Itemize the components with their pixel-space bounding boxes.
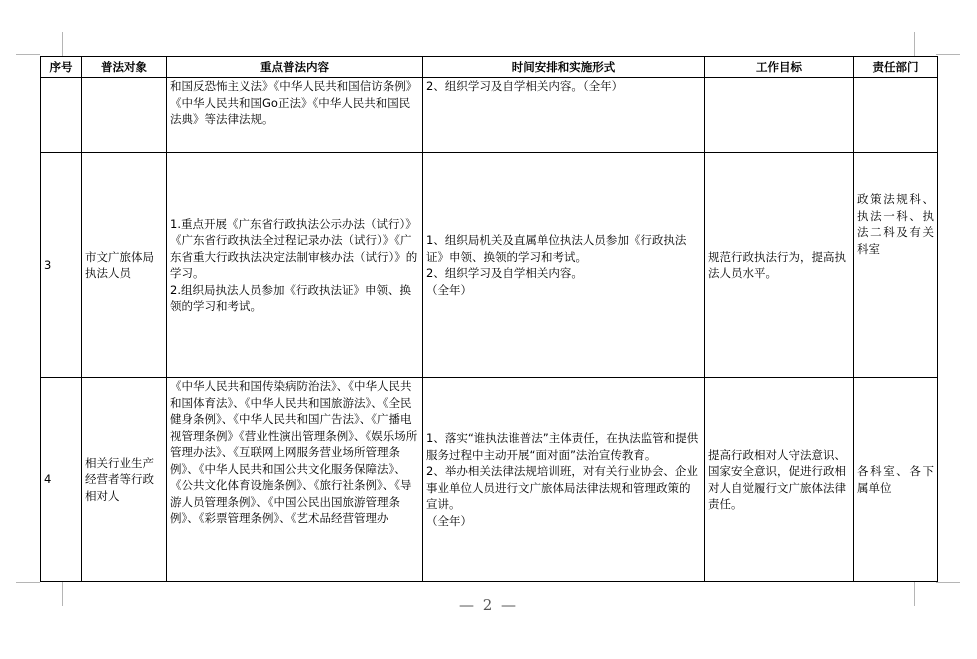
row-department: 政策法规科、执法一科、执法二科及有关科室 [854, 153, 938, 378]
table-row [41, 78, 938, 153]
row-content: 1.重点开展《广东省行政执法公示办法（试行）》《广东省行政执法全过程记录办法（试行）》《广东省重大行政执法决定法制审核办法（试行）》的学习。 2.组织局执法人员参加《行政执法证》申领、换领的学习和考试。 [167, 153, 423, 378]
row-target: 市文广旅体局执法人员 [82, 153, 167, 378]
row-department: 各科室、各下属单位 [854, 378, 938, 582]
header-goal: 工作目标 [705, 57, 854, 78]
row-target: 相关行业生产经营者等行政相对人 [82, 378, 167, 582]
header-department: 责任部门 [854, 57, 938, 78]
row-number: 4 [41, 378, 82, 582]
row-schedule: 1、组织局机关及直属单位执法人员参加《行政执法证》申领、换领的学习和考试。 2、组织学习及自学相关内容。 （全年） [423, 153, 705, 378]
row-target [82, 78, 167, 153]
row-number [41, 78, 82, 153]
header-content: 重点普法内容 [167, 57, 423, 78]
row-goal: 规范行政执法行为，提高执法人员水平。 [705, 153, 854, 378]
table-row [41, 378, 938, 582]
row-content: 和国反恐怖主义法》《中华人民共和国信访条例》《中华人民共和国Go正法》《中华人民共和国民法典》等法律法规。 [167, 78, 423, 153]
table-row [41, 153, 938, 378]
row-schedule: 2、组织学习及自学相关内容。（全年） [423, 78, 705, 153]
row-department [854, 78, 938, 153]
header-number: 序号 [41, 57, 82, 78]
table-header-row [41, 57, 938, 78]
row-schedule: 1、落实“谁执法谁普法”主体责任，在执法监管和提供服务过程中主动开展“面对面”法治宣传教育。 2、举办相关法律法规培训班，对有关行业协会、企业事业单位人员进行文广旅体局法律法规和管理政策的宣讲。 （全年） [423, 378, 705, 582]
row-number: 3 [41, 153, 82, 378]
header-target: 普法对象 [82, 57, 167, 78]
legal-education-plan-table [40, 56, 938, 582]
row-content: 《中华人民共和国传染病防治法》、《中华人民共和国体育法》、《中华人民共和国旅游法》、《全民健身条例》、《中华人民共和国广告法》、《广播电视管理条例》《营业性演出管理条例》、《娱乐场所管理办法》、《互联网上网服务营业场所管理条例》、《中华人民共和国公共文化服务保障法》、《公共文化体育设施条例》、《旅行社条例》、《导游人员管理条例》、《中国公民出国旅游管理条例》、《彩票管理条例》、《艺术品经营管理办 [167, 378, 423, 582]
row-goal [705, 78, 854, 153]
page-number: — 2 — [458, 596, 519, 614]
row-goal: 提高行政相对人守法意识、国家安全意识，促进行政相对人自觉履行文广旅体法律责任。 [705, 378, 854, 582]
header-schedule: 时间安排和实施形式 [423, 57, 705, 78]
